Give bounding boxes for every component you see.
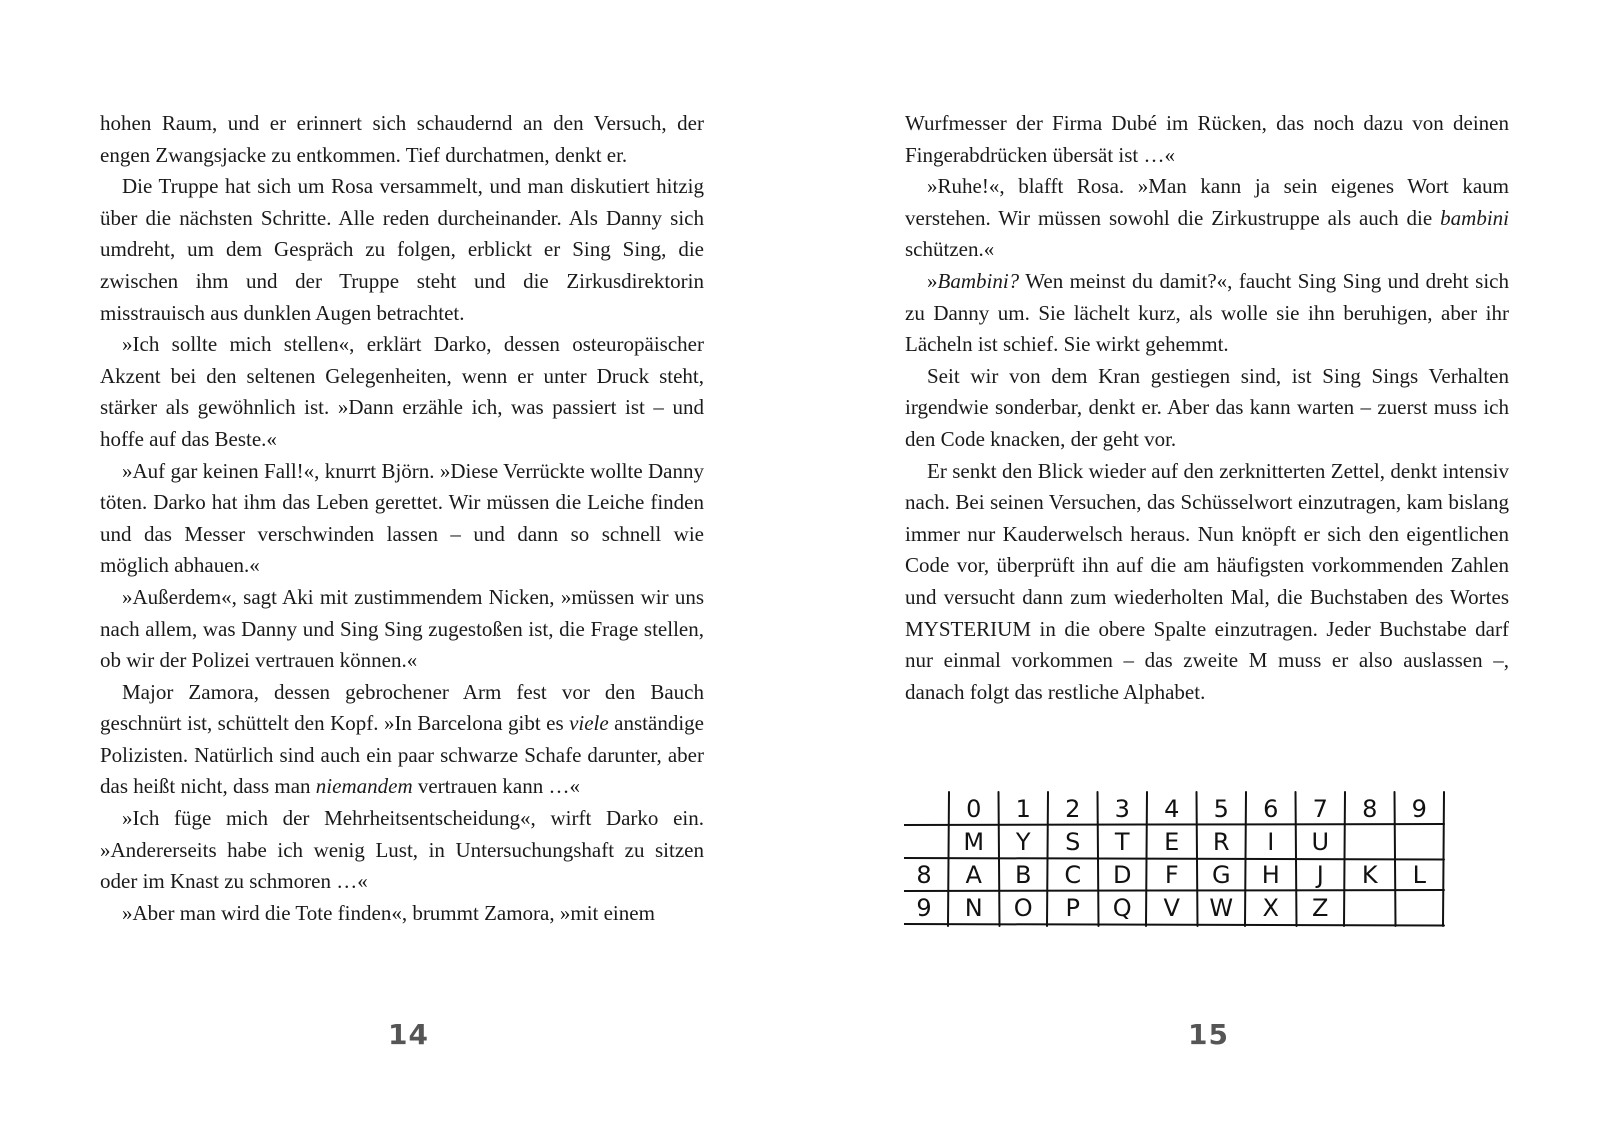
- grid-cell-letter: E: [1164, 828, 1180, 856]
- emphasis: bambini: [1440, 205, 1509, 230]
- grid-vertical-line: [1047, 792, 1048, 926]
- grid-horizontal-line: [904, 924, 1444, 926]
- grid-cell-letter: R: [1212, 828, 1230, 856]
- paragraph: [100, 677, 704, 803]
- emphasis: niemandem: [315, 774, 413, 799]
- grid-vertical-line: [1296, 792, 1297, 926]
- grid-cell-letter: X: [1262, 894, 1279, 922]
- grid-cell-letter: D: [1113, 861, 1132, 889]
- paragraph: »Ich sollte mich stellen«, erklärt Darko, dessen osteuropäischer Akzent bei den seltenen Gelegenheiten, wenn er unter Druck steht, stärker als gewöhnlich ist. »Dann erzähle ich, was passiert ist – und hoffe auf das Beste.«: [100, 332, 704, 451]
- cipher-grid-drawing: [904, 790, 1464, 950]
- grid-header-digit: 8: [1362, 795, 1378, 823]
- grid-vertical-line: [1395, 792, 1396, 926]
- grid-vertical-line: [1344, 792, 1345, 926]
- right-page: [800, 0, 1600, 1130]
- grid-horizontal-line: [904, 858, 1444, 860]
- grid-cell-letter: J: [1316, 861, 1324, 889]
- grid-cell-letter: W: [1209, 894, 1234, 922]
- grid-vertical-line: [1245, 792, 1246, 926]
- left-page-text: [100, 108, 704, 929]
- grid-cell-letter: B: [1015, 861, 1032, 889]
- paragraph: »Aber man wird die Tote finden«, brummt Zamora, »mit einem: [122, 900, 655, 925]
- grid-cell-letter: M: [963, 828, 985, 856]
- emphasis: Bambini?: [937, 268, 1020, 293]
- grid-cell-letter: U: [1311, 828, 1330, 856]
- grid-header-digit: 9: [1411, 795, 1427, 823]
- paragraph: »Auf gar keinen Fall!«, knurrt Björn. »Diese Verrückte wollte Danny töten. Darko hat ihm das Leben gerettet. Wir müssen die Leiche finden und das Messer verschwinden lassen – und dann so schnell wie möglich abhauen.«: [100, 458, 704, 578]
- grid-cell-letter: Q: [1112, 894, 1132, 922]
- grid-cell-letter: C: [1064, 861, 1082, 889]
- grid-vertical-line: [1146, 792, 1147, 926]
- grid-cell-letter: T: [1114, 828, 1130, 856]
- paragraph: Seit wir von dem Kran gestiegen sind, ist Sing Sings Verhalten irgendwie sonderbar, denkt er. Aber das kann warten – zuerst muss ich den Code knacken, der geht vor.: [905, 363, 1509, 451]
- paragraph: Die Truppe hat sich um Rosa versammelt, und man diskutiert hitzig über die nächsten Schritte. Alle reden durcheinander. Als Danny sich umdreht, um dem Gespräch zu folgen, erblickt er Sing Sing, die zwischen ihm und der Truppe steht und die Zirkusdirektorin misstrauisch aus dunklen Augen betrachtet.: [100, 174, 704, 325]
- right-page-text: [905, 108, 1509, 708]
- grid-cell-letter: I: [1267, 828, 1275, 856]
- grid-header-digit: 7: [1312, 795, 1328, 823]
- page-number: 15: [1188, 1018, 1229, 1051]
- grid-horizontal-line: [904, 824, 1444, 825]
- paragraph: hohen Raum, und er erinnert sich schaudernd an den Versuch, der engen Zwangsjacke zu entkommen. Tief durchatmen, denkt er.: [100, 111, 704, 167]
- grid-cell-letter: P: [1065, 894, 1080, 922]
- grid-cell-letter: H: [1261, 861, 1280, 889]
- grid-vertical-line: [1098, 792, 1099, 926]
- grid-header-digit: 4: [1164, 795, 1180, 823]
- grid-vertical-line: [999, 792, 1000, 926]
- text-run: Major Zamora, dessen gebrochener Arm fest vor den Bauch geschnürt ist, schüttelt den Kopf. »In Barcelona gibt es: [100, 679, 704, 736]
- cipher-grid: [904, 790, 1464, 950]
- text-run: vertrauen kann …«: [412, 774, 580, 799]
- text-run: Wen meinst du damit?«, faucht Sing Sing und dreht sich zu Danny um. Sie lächelt kurz, als wolle sie ihn beruhigen, aber ihr Lächeln ist schief. Sie wirkt gehemmt.: [905, 268, 1509, 357]
- emphasis: viele: [569, 711, 609, 736]
- grid-horizontal-line: [904, 890, 1444, 891]
- paragraph: Er senkt den Blick wieder auf den zerknitterten Zettel, denkt intensiv nach. Bei seinen Versuchen, das Schüsselwort einzutragen, kam bislang immer nur Kauderwelsch heraus. Nun knöpft er sich den eigentlichen Code vor, überprüft ihn auf die am häufigsten vorkommenden Zahlen und versucht dann zum wiederholten Mal, die Buchstaben des Wortes MYSTERIUM in die obere Spalte einzutragen. Jeder Buchstabe darf nur einmal vorkommen – das zweite M muss er also auslassen –, danach folgt das restliche Alphabet.: [905, 458, 1509, 704]
- grid-vertical-line: [1443, 792, 1444, 926]
- paragraph: [905, 171, 1509, 266]
- grid-cell-letter: F: [1164, 861, 1179, 889]
- grid-cell-letter: Z: [1312, 894, 1329, 922]
- grid-cell-letter: V: [1163, 894, 1180, 922]
- text-run: schützen.«: [905, 237, 995, 262]
- grid-cell-letter: G: [1211, 861, 1231, 889]
- grid-header-digit: 6: [1263, 795, 1279, 823]
- page-number: 14: [388, 1018, 429, 1051]
- paragraph: Wurfmesser der Firma Dubé im Rücken, das noch dazu von deinen Fingerabdrücken übersät ist …«: [905, 111, 1509, 167]
- text-run: »: [927, 268, 938, 293]
- grid-header-digit: 5: [1213, 795, 1229, 823]
- grid-cell-letter: S: [1065, 828, 1081, 856]
- grid-row-label: 9: [916, 894, 932, 922]
- grid-vertical-line: [1197, 792, 1198, 926]
- paragraph: »Außerdem«, sagt Aki mit zustimmendem Nicken, »müssen wir uns nach allem, was Danny und Sing Sing zugestoßen ist, die Frage stellen, ob wir der Polizei vertrauen können.«: [100, 584, 704, 673]
- grid-header-digit: 1: [1015, 795, 1031, 823]
- grid-header-digit: 2: [1065, 795, 1081, 823]
- grid-row-label: 8: [916, 861, 932, 889]
- grid-cell-letter: N: [964, 894, 983, 922]
- grid-vertical-line: [948, 792, 949, 926]
- grid-cell-letter: L: [1412, 861, 1426, 889]
- grid-cell-letter: O: [1013, 894, 1033, 922]
- grid-header-digit: 0: [966, 795, 982, 823]
- paragraph: »Ich füge mich der Mehrheitsentscheidung«, wirft Darko ein. »Andererseits habe ich wenig Lust, in Untersuchungshaft zu sitzen oder im Knast zu schmoren …«: [100, 806, 704, 894]
- grid-cell-letter: A: [965, 861, 982, 889]
- grid-cell-letter: K: [1361, 861, 1378, 889]
- paragraph: [905, 266, 1509, 361]
- text-run: anständige Polizisten. Natürlich sind auch ein paar schwarze Schafe darunter, aber das heißt nicht, dass man: [100, 711, 704, 799]
- grid-header-digit: 3: [1114, 795, 1130, 823]
- text-run: »Ruhe!«, blafft Rosa. »Man kann ja sein eigenes Wort kaum verstehen. Wir müssen sowohl die Zirkustruppe als auch die: [905, 174, 1509, 230]
- grid-cell-letter: Y: [1015, 828, 1031, 856]
